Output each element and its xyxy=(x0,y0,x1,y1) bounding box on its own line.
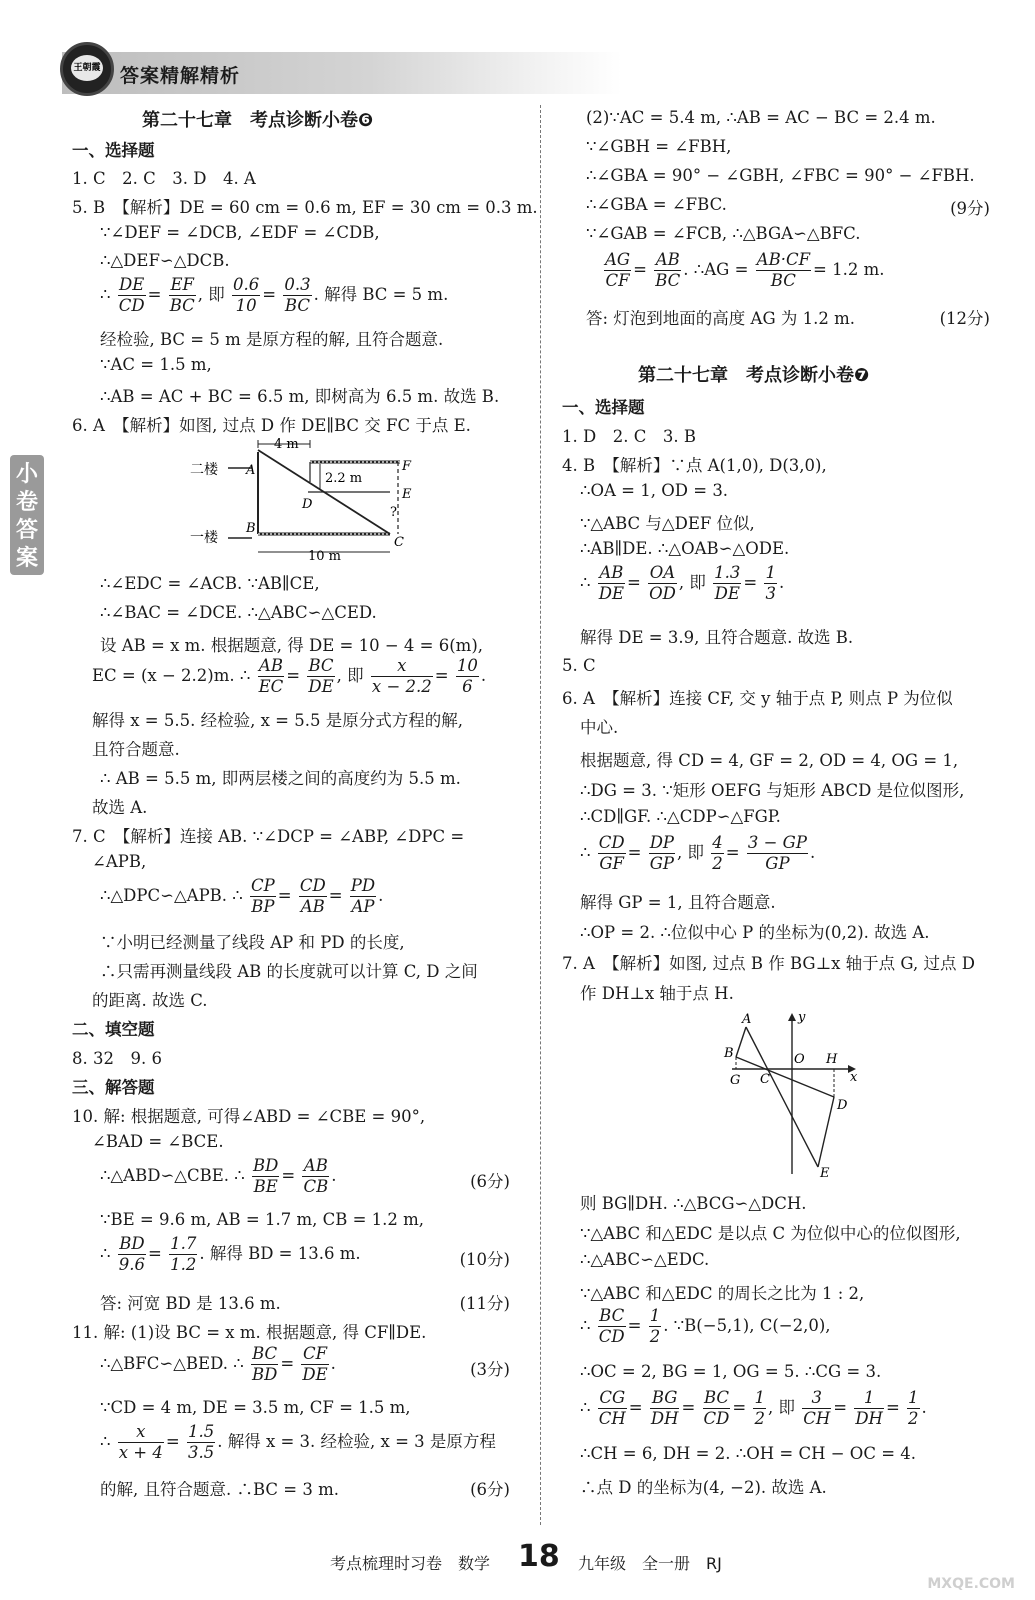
score: (6分) xyxy=(470,1480,510,1499)
text-line: ∴AB∥DE. ∴△OAB∽△ODE. xyxy=(580,539,790,558)
text-line: ∴点 D 的坐标为(4, −2). 故选 A. xyxy=(580,1478,827,1497)
text-line: (2)∵AC = 5.4 m, ∴AB = AC − BC = 2.4 m. xyxy=(586,108,936,127)
equation-line: ∴△DPC∽△APB. ∴ $\frac{CP}{BP}$ = $\frac{CD}{AB}$ = $\frac{PD}{AP}$ . xyxy=(100,876,384,916)
text-line: ∴△ABC∽△EDC. xyxy=(580,1250,710,1269)
logo-icon: 王朝霞 xyxy=(60,42,114,96)
text-line: ∵∠DEF = ∠DCB, ∠EDF = ∠CDB, xyxy=(100,223,380,242)
equation-line: ∴ $\frac{x}{x + 4}$ = $\frac{1.5}{3.5}$ . 解得 x = 3. 经检验, x = 3 是原方程 xyxy=(100,1422,496,1462)
svg-text:x: x xyxy=(850,1070,858,1085)
text-line: 的解, 且符合题意. ∴BC = 3 m. (6分) xyxy=(100,1476,510,1500)
text-line: ∴△DEF∽△DCB. xyxy=(100,251,230,270)
text-line: ∴∠GBA = 90° − ∠GBH, ∠FBC = 90° − ∠FBH. xyxy=(586,166,975,185)
score: (3分) xyxy=(470,1360,510,1379)
text-line: 解得 DE = 3.9, 且符合题意. 故选 B. xyxy=(580,628,854,647)
fig-label: 二楼 xyxy=(190,462,218,478)
answer-line: 1. D 2. C 3. B xyxy=(562,427,696,446)
text-line: 11. 解: (1)设 BC = x m. 根据题意, 得 CF∥DE. xyxy=(72,1323,427,1342)
text-line: ∴DG = 3. ∵矩形 OEFG 与矩形 ABCD 是位似图形, xyxy=(580,781,965,800)
section-title: 第二十七章 考点诊断小卷❻ xyxy=(142,110,374,131)
equation-line: EC = (x − 2.2)m. ∴ $\frac{AB}{EC}$ = $\frac{BC}{DE}$ , 即 $\frac{x}{x - 2.2}$ = $\frac{10}{6}$ . xyxy=(92,656,487,696)
heading: 三、解答题 xyxy=(72,1078,155,1097)
text-line: ∵∠GBH = ∠FBH, xyxy=(586,137,732,156)
answer-line: 5. C xyxy=(562,656,596,675)
text-line: ∵△ABC 和△EDC 是以点 C 为位似中心的位似图形, xyxy=(580,1224,961,1243)
text-line: ∴∠EDC = ∠ACB. ∵AB∥CE, xyxy=(100,574,320,593)
equation-line: ∴ $\frac{BC}{CD}$ = $\frac{1}{2}$ . ∵B(−5,1), C(−2,0), xyxy=(580,1306,831,1346)
heading: 二、填空题 xyxy=(72,1020,155,1039)
footer-grade: 九年级 全一册 RJ xyxy=(578,1554,722,1573)
text-line: 7. C 【解析】连接 AB. ∵∠DCP = ∠ABP, ∠DPC = xyxy=(72,827,465,846)
text-line: ∴OA = 1, OD = 3. xyxy=(580,481,729,500)
text-line: 解得 x = 5.5. 经检验, x = 5.5 是原分式方程的解, xyxy=(92,711,463,730)
equation-line: ∴ $\frac{BD}{9.6}$ = $\frac{1.7}{1.2}$ . 解得 BD = 13.6 m. (10分) xyxy=(100,1234,510,1274)
text-line: ∴∠GBA = ∠FBC. (9分) xyxy=(586,195,990,218)
svg-text:O: O xyxy=(794,1052,805,1067)
svg-text:D: D xyxy=(302,497,313,512)
svg-text:4 m: 4 m xyxy=(274,437,299,452)
text-line: 作 DH⊥x 轴于点 H. xyxy=(580,984,734,1003)
text-line: 答: 灯泡到地面的高度 AG 为 1.2 m. (12分) xyxy=(586,305,990,329)
svg-text:10 m: 10 m xyxy=(308,549,342,564)
building-diagram xyxy=(190,434,460,569)
equation-line: ∴ $\frac{AB}{DE}$ = $\frac{OA}{OD}$ , 即 $\frac{1.3}{DE}$ = $\frac{1}{3}$ . xyxy=(580,563,785,603)
footer-book: 考点梳理时习卷 数学 xyxy=(330,1554,491,1573)
score: (6分) xyxy=(470,1172,510,1191)
text-line: 故选 A. xyxy=(92,798,148,817)
svg-text:A: A xyxy=(246,463,256,478)
svg-text:A: A xyxy=(742,1012,752,1027)
page-number: 18 xyxy=(518,1539,560,1574)
text-line: 经检验, BC = 5 m 是原方程的解, 且符合题意. xyxy=(100,330,444,349)
text-line: 6. A 【解析】连接 CF, 交 y 轴于点 P, 则点 P 为位似 xyxy=(562,689,953,708)
text-line: 5. B 【解析】DE = 60 cm = 0.6 m, EF = 30 cm = 0.3 m. xyxy=(72,198,538,217)
text-line: ∠BAD = ∠BCE. xyxy=(92,1132,224,1151)
text-line: 根据题意, 得 CD = 4, GF = 2, OD = 4, OG = 1, xyxy=(580,751,959,770)
text-line: ∵CD = 4 m, DE = 3.5 m, CF = 1.5 m, xyxy=(100,1398,411,1417)
svg-text:E: E xyxy=(820,1166,830,1179)
fig-label: 一楼 xyxy=(190,530,218,546)
equation-line: ∴ $\frac{DE}{CD}$ = $\frac{EF}{BC}$ , 即 $\frac{0.6}{10}$ = $\frac{0.3}{BC}$ . 解得 BC = 5 m. xyxy=(100,275,449,315)
score: (11分) xyxy=(459,1294,510,1313)
svg-text:C: C xyxy=(394,535,404,550)
svg-text:B: B xyxy=(246,521,256,536)
heading: 一、选择题 xyxy=(72,141,155,160)
text-line: ∴只需再测量线段 AB 的长度就可以计算 C, D 之间 xyxy=(100,962,478,981)
svg-text:C: C xyxy=(760,1072,770,1087)
text-line: 10. 解: 根据题意, 可得∠ABD = ∠CBE = 90°, xyxy=(72,1107,426,1126)
side-tab: 小卷答案 xyxy=(10,455,44,575)
svg-text:D: D xyxy=(837,1098,848,1113)
text-line: ∵小明已经测量了线段 AP 和 PD 的长度, xyxy=(100,933,405,952)
equation-line: ∴ $\frac{CD}{GF}$ = $\frac{DP}{GP}$ , 即 $\frac{4}{2}$ = $\frac{3 - GP}{GP}$ . xyxy=(580,833,816,873)
svg-text:G: G xyxy=(730,1073,741,1088)
text-line: ∴∠BAC = ∠DCE. ∴△ABC∽△CED. xyxy=(100,603,377,622)
text-line: ∵∠GAB = ∠FCB, ∴△BGA∽△BFC. xyxy=(586,224,861,243)
text-line: ∴AB = AC + BC = 6.5 m, 即树高为 6.5 m. 故选 B. xyxy=(100,387,500,406)
text-line: 6. A 【解析】如图, 过点 D 作 DE∥BC 交 FC 于点 E. xyxy=(72,416,471,435)
equation-line: ∴△BFC∽△BED. ∴ $\frac{BC}{BD}$ = $\frac{CF}{DE}$ . (3分) xyxy=(100,1344,510,1384)
svg-text:E: E xyxy=(402,487,412,502)
text-line: ∵△ABC 与△DEF 位似, xyxy=(580,514,755,533)
equation-line: $\frac{AG}{CF}$ = $\frac{AB}{BC}$ . ∴AG = $\frac{AB\cdot CF}{BC}$ = 1.2 m. xyxy=(605,250,885,290)
text-line: 中心. xyxy=(580,718,619,737)
text-line: ∵AC = 1.5 m, xyxy=(100,355,212,374)
text-line: ∴CD∥GF. ∴△CDP∽△FGP. xyxy=(580,807,781,826)
svg-text:?: ? xyxy=(390,505,397,520)
coordinate-diagram xyxy=(722,1009,862,1179)
watermark: MXQE.COM xyxy=(927,1576,1015,1592)
text-line: ∵△ABC 和△EDC 的周长之比为 1 : 2, xyxy=(580,1284,865,1303)
text-line: 答: 河宽 BD 是 13.6 m. (11分) xyxy=(100,1290,510,1314)
text-line: 7. A 【解析】如图, 过点 B 作 BG⊥x 轴于点 G, 过点 D xyxy=(562,954,975,973)
heading: 一、选择题 xyxy=(562,398,645,417)
answer-line: 1. C 2. C 3. D 4. A xyxy=(72,169,256,188)
answer-line: 8. 32 9. 6 xyxy=(72,1049,162,1068)
score: (9分) xyxy=(950,199,990,218)
score: (12分) xyxy=(939,309,990,328)
header-title: 答案精解精析 xyxy=(120,65,241,87)
text-line: 的距离. 故选 C. xyxy=(92,991,208,1010)
text-line: ∴OC = 2, BG = 1, OG = 5. ∴CG = 3. xyxy=(580,1362,882,1381)
svg-text:B: B xyxy=(724,1046,734,1061)
text-line: 解得 GP = 1, 且符合题意. xyxy=(580,893,776,912)
score: (10分) xyxy=(459,1250,510,1269)
svg-text:y: y xyxy=(798,1010,806,1025)
svg-text:F: F xyxy=(402,459,412,474)
equation-line: ∴ $\frac{CG}{CH}$ = $\frac{BG}{DH}$ = $\frac{BC}{CD}$ = $\frac{1}{2}$ , 即 $\frac{3}{CH}$ = $\frac{1}{DH}$ = $\frac{1}{2}$ . xyxy=(580,1388,927,1428)
text-line: ∵BE = 9.6 m, AB = 1.7 m, CB = 1.2 m, xyxy=(100,1210,425,1229)
section-title: 第二十七章 考点诊断小卷❼ xyxy=(638,365,870,386)
text-line: ∴OP = 2. ∴位似中心 P 的坐标为(0,2). 故选 A. xyxy=(580,923,930,942)
text-line: 则 BG∥DH. ∴△BCG∽△DCH. xyxy=(580,1194,807,1213)
column-divider xyxy=(540,105,541,1525)
svg-text:H: H xyxy=(826,1052,838,1067)
text-line: 设 AB = x m. 根据题意, 得 DE = 10 − 4 = 6(m), xyxy=(100,636,483,655)
svg-text:2.2 m: 2.2 m xyxy=(325,471,363,486)
text-line: 且符合题意. xyxy=(92,740,180,759)
text-line: ∴ AB = 5.5 m, 即两层楼之间的高度约为 5.5 m. xyxy=(100,769,461,788)
text-line: ∠APB, xyxy=(92,852,147,871)
text-line: ∴CH = 6, DH = 2. ∴OH = CH − OC = 4. xyxy=(580,1444,917,1463)
text-line: 4. B 【解析】∵点 A(1,0), D(3,0), xyxy=(562,456,827,475)
equation-line: ∴△ABD∽△CBE. ∴ $\frac{BD}{BE}$ = $\frac{AB}{CB}$ . (6分) xyxy=(100,1156,510,1196)
